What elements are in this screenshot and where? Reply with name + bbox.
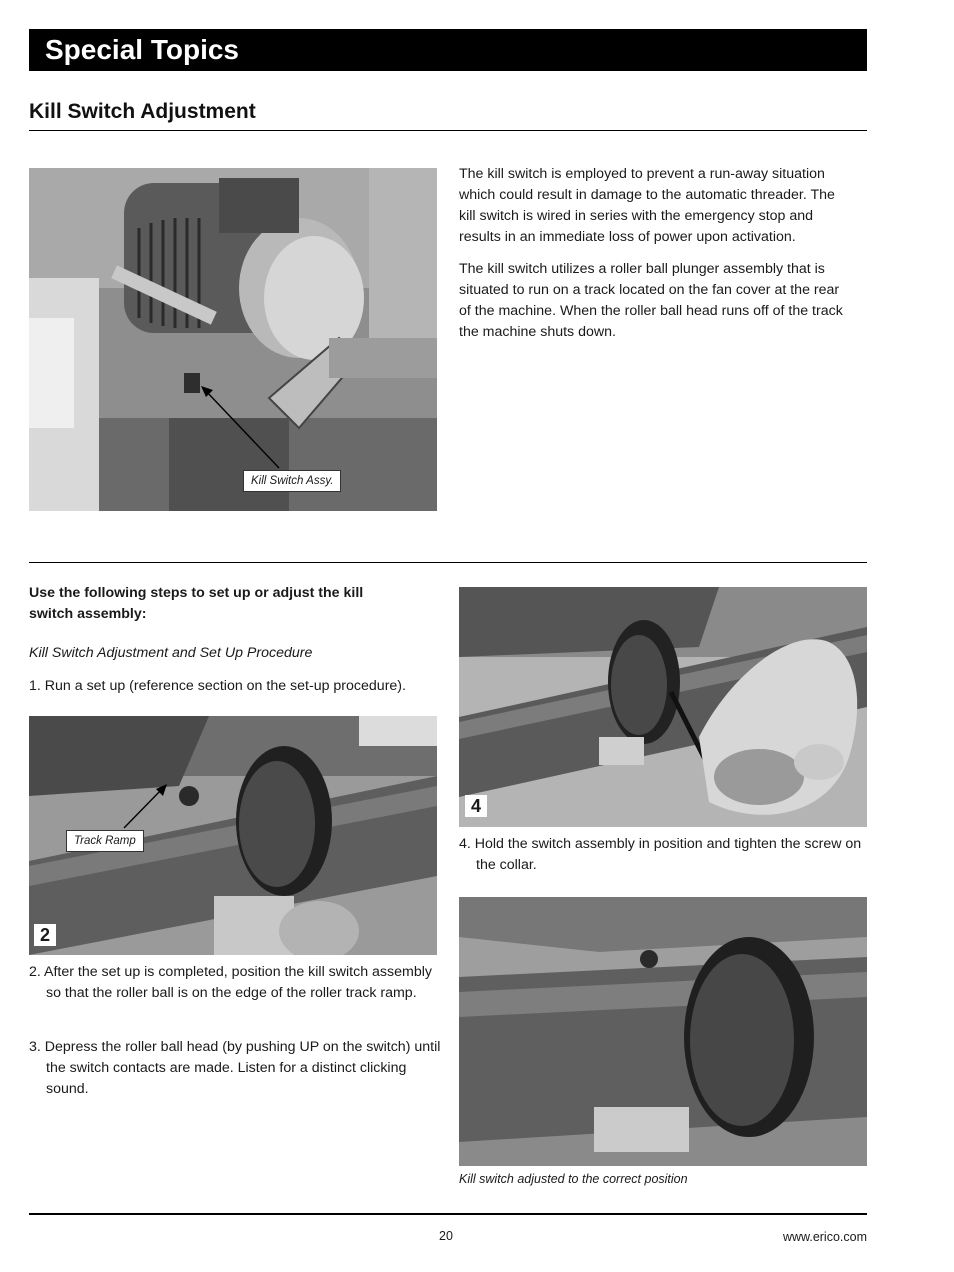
final-caption: Kill switch adjusted to the correct position (459, 1172, 688, 1186)
final-position-photo (459, 897, 867, 1166)
procedure-subtitle: Kill Switch Adjustment and Set Up Procedure (29, 645, 313, 661)
intro-paragraph-1: The kill switch is employed to prevent a run-away situation which could result in damage to the automatic threader. The kill switch is wired in series with the emergency stop and results in an immediate loss of power upon activation. (459, 166, 835, 245)
footer-url[interactable]: www.erico.com (782, 1230, 867, 1244)
mid-divider (29, 562, 867, 563)
track-ramp-photo (29, 716, 437, 955)
step-1: 1. Run a set up (reference section on the set-up procedure). (29, 678, 406, 694)
page-number: 20 (439, 1229, 453, 1243)
intro-paragraph-2: The kill switch utilizes a roller ball plunger assembly that is situated to run on a track located on the fan cover at the rear of the machine. When the roller ball head runs off of the track the machine shuts down. (459, 261, 843, 340)
section-divider (29, 130, 867, 131)
page-title: Special Topics (45, 34, 239, 65)
section-title: Kill Switch Adjustment (29, 100, 256, 123)
kill-switch-assy-label: Kill Switch Assy. (243, 470, 341, 492)
step-4: 4. Hold the switch assembly in position and tighten the screw on the collar. (459, 836, 862, 873)
header-bar (29, 29, 867, 71)
footer-divider (29, 1213, 867, 1215)
tighten-collar-photo (459, 587, 867, 827)
step-2-badge: 2 (34, 924, 56, 946)
kill-switch-assembly-photo (29, 168, 437, 511)
track-ramp-label: Track Ramp (66, 830, 144, 852)
procedure-lead: Use the following steps to set up or adjust the kill switch assembly: (29, 585, 364, 622)
step-4-badge: 4 (465, 795, 487, 817)
step-2: 2. After the set up is completed, position the kill switch assembly so that the roller ball is on the edge of the roller track ramp. (29, 964, 432, 1001)
step-3: 3. Depress the roller ball head (by pushing UP on the switch) until the switch contacts are made. Listen for a distinct clicking sound. (29, 1039, 441, 1097)
